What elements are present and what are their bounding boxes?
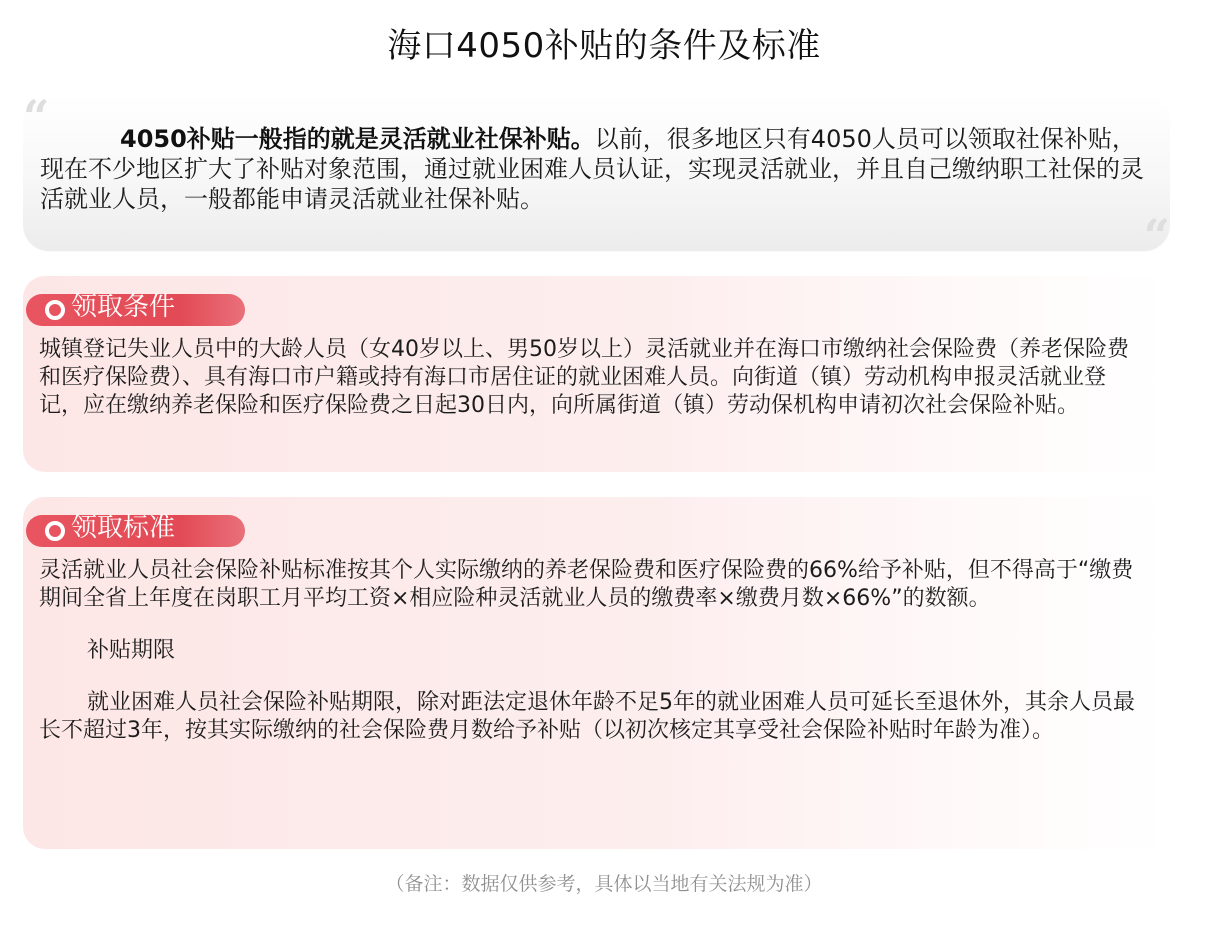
right-quote-icon: “: [1143, 209, 1170, 263]
intro-quote-card: [23, 90, 1170, 263]
page-title: 海口4050补贴的条件及标准: [387, 26, 821, 66]
footnote: （备注：数据仅供参考，具体以当地有关法规为准）: [385, 873, 823, 895]
ring-bullet-icon: [45, 521, 65, 541]
subsidy-period-subheading: 补贴期限: [87, 638, 176, 663]
standards-paragraph: 灵活就业人员社会保险补贴标准按其个人实际缴纳的养老保险费和医疗保险费的66%给予补贴，但不得高于“缴费期间全省上年度在岗职工月平均工资×相应险种灵活就业人员的缴费率×缴费月数×66%”的数额。: [39, 558, 1134, 611]
section-heading: 领取标准: [71, 513, 176, 543]
section-heading: 领取条件: [71, 292, 176, 322]
intro-text: 以前，很多地区只有4050人员可以领取社保补贴，现在不少地区扩大了补贴对象范围，通过就业困难人员认证，实现灵活就业，并且自己缴纳职工社保的灵活就业人员，一般都能申请灵活就业社保补贴。: [40, 125, 1144, 213]
section-card-conditions: [23, 276, 1170, 472]
section-body-conditions: [39, 336, 1139, 420]
section-body-standards: [39, 557, 1139, 745]
intro-paragraph: [40, 124, 1152, 214]
section-header-conditions: [26, 294, 245, 326]
conditions-paragraph: 城镇登记失业人员中的大龄人员（女40岁以上、男50岁以上）灵活就业并在海口市缴纳社会保险费（养老保险费和医疗保险费）、具有海口市户籍或持有海口市居住证的就业困难人员。向街道（镇）劳动机构申报灵活就业登记，应在缴纳养老保险和医疗保险费之日起30日内，向所属街道（镇）劳动保机构申请初次社会保险补贴。: [39, 337, 1129, 418]
ring-bullet-icon: [45, 300, 65, 320]
section-header-standards: [26, 515, 245, 547]
section-card-standards: [23, 497, 1170, 849]
left-quote-icon: “: [23, 90, 50, 144]
intro-bold-text: 4050补贴一般指的就是灵活就业社保补贴。: [120, 125, 595, 153]
subsidy-period-paragraph: 就业困难人员社会保险补贴期限，除对距法定退休年龄不足5年的就业困难人员可延长至退休外，其余人员最长不超过3年，按其实际缴纳的社会保险费月数给予补贴（以初次核定其享受社会保险补贴时年龄为准）。: [39, 690, 1136, 743]
